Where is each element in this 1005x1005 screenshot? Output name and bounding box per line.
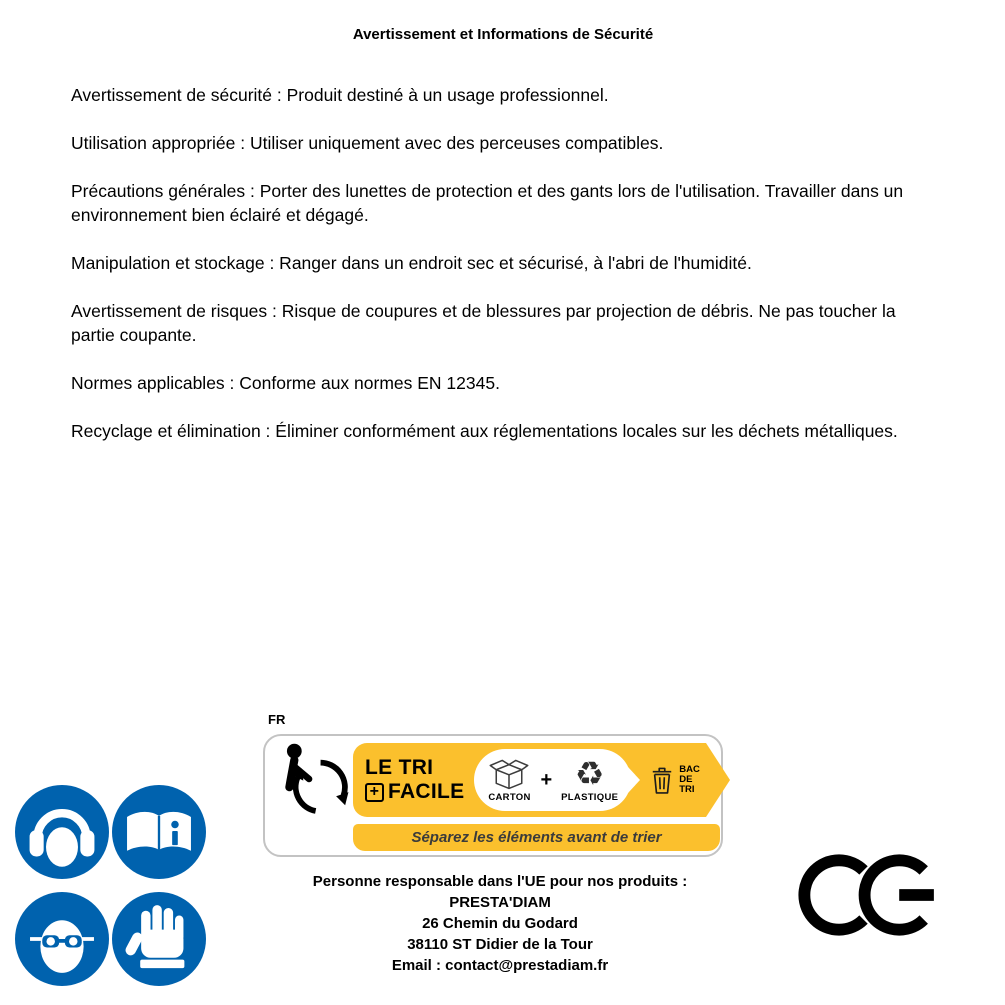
materials-plus-sign: + <box>540 768 553 791</box>
country-code-label: FR <box>268 712 286 727</box>
capsule-arrow-point <box>628 767 640 793</box>
email-line: Email : contact@prestadiam.fr <box>391 957 609 974</box>
badge-arrow-tip <box>706 743 730 817</box>
company-name: PRESTA'DIAM <box>449 894 551 911</box>
address-line-1: 26 Chemin du Godard <box>422 915 578 932</box>
safety-document <box>0 0 1005 443</box>
plus-box-icon: + <box>365 783 384 802</box>
bin-section <box>640 765 706 795</box>
ce-marking-icon <box>797 849 943 941</box>
safety-paragraph: Avertissement de risques : Risque de coupures et de blessures par projection de débris. Ne pas toucher la partie coupante. <box>71 301 896 345</box>
read-manual-icon <box>112 785 206 879</box>
material-plastique <box>561 754 619 803</box>
safety-paragraph: Manipulation et stockage : Ranger dans un endroit sec et sécurisé, à l'abri de l'humidité. <box>71 253 752 273</box>
safety-paragraph: Précautions générales : Porter des lunettes de protection et des gants lors de l'utilisation. Travailler dans un environnement bien éclairé et dégagé. <box>71 181 904 225</box>
recycling-sorting-label <box>263 734 723 857</box>
bin-label <box>679 765 700 795</box>
carton-box-icon <box>487 757 531 791</box>
plastique-label: PLASTIQUE <box>561 792 619 803</box>
safety-pictograms <box>15 785 206 986</box>
bin-label-line: DE <box>679 774 693 785</box>
triman-icon <box>273 740 355 818</box>
badge-headline-line2 <box>365 780 464 804</box>
safety-paragraph: Avertissement de sécurité : Produit destiné à un usage professionnel. <box>71 85 609 105</box>
carton-label: CARTON <box>488 792 531 803</box>
badge-headline-line1: LE TRI <box>365 756 434 779</box>
sorting-tagline: Séparez les éléments avant de trier <box>353 824 720 851</box>
badge-headline <box>365 756 464 804</box>
eye-protection-icon <box>15 892 109 986</box>
ear-protection-icon <box>15 785 109 879</box>
badge-body <box>353 743 706 817</box>
address-line-2: 38110 ST Didier de la Tour <box>407 936 593 953</box>
page-title: Avertissement et Informations de Sécurité <box>352 26 654 43</box>
badge-headline-word2: FACILE <box>388 780 465 803</box>
materials-capsule <box>474 749 631 811</box>
sorting-bin-icon <box>650 765 674 795</box>
bin-label-line: TRI <box>679 784 695 795</box>
recycling-triangle-icon: ♻ <box>574 754 605 793</box>
safety-paragraph: Normes applicables : Conforme aux normes EN 12345. <box>71 373 500 393</box>
bin-label-line: BAC <box>679 764 700 775</box>
safety-paragraph: Utilisation appropriée : Utiliser uniquement avec des perceuses compatibles. <box>71 133 664 153</box>
safety-paragraph: Recyclage et élimination : Éliminer conformément aux réglementations locales sur les déchets métalliques. <box>71 421 898 441</box>
le-tri-facile-badge <box>353 743 730 817</box>
protective-gloves-icon <box>112 892 206 986</box>
responsible-person-block <box>253 871 747 976</box>
responsible-intro: Personne responsable dans l'UE pour nos produits : <box>312 873 688 890</box>
material-carton <box>487 757 531 803</box>
